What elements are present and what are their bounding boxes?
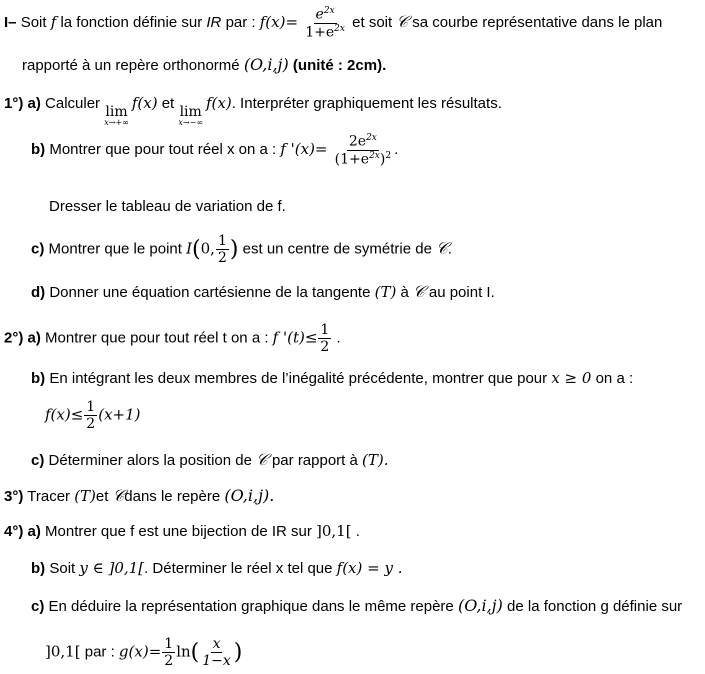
q4-c <box>31 596 682 615</box>
unit: (unité : 2cm). <box>292 57 387 74</box>
q3-text-1: Tracer <box>27 488 71 505</box>
q4-c-inner-den: 1−x <box>202 653 231 670</box>
q4-a-dot: . <box>355 523 360 540</box>
lim-1-label: lim <box>105 104 128 120</box>
q2-a-ineq: f '(t)≤ <box>272 328 318 347</box>
q1-a-and: et <box>161 95 175 112</box>
def-num-exp: 2x <box>323 6 335 16</box>
q2-a-fraction <box>318 322 331 355</box>
q4-number: 4°) <box>4 523 24 540</box>
lim-2-f: f(x) <box>206 94 232 112</box>
q2-c-text-2: par rapport à <box>271 452 358 469</box>
q1-d-text-3: au point I. <box>428 284 495 301</box>
deriv-denominator: (1+e <box>334 151 370 168</box>
q2-b-fraction <box>84 399 97 432</box>
q1-d-curve: 𝒞 <box>413 282 425 301</box>
q1-c: c) Montrer que le point I(0, $\frac{1}{2}$ ) est un centre de symétrie de 𝒞. <box>31 233 452 267</box>
q3-number: 3°) <box>4 488 24 505</box>
q2-b-text-1: En intégrant les deux membres de l’inégalité précédente, montrer que pour <box>49 370 548 387</box>
intro-text-5: sa courbe représentative dans le plan <box>412 14 663 32</box>
q1-b <box>31 133 398 168</box>
q1-number: 1°) <box>4 95 24 112</box>
q2-c <box>31 450 389 470</box>
deriv-num-exp: 2x <box>366 133 377 143</box>
q4-c-definition: ]0,1[ par : g(x)= $\frac{1}{2}$ ln( $\frac{x}{1-x}$ ) <box>45 636 243 670</box>
q4-c-text-1: En déduire la représentation graphique dans le même repère <box>48 598 454 615</box>
q2-c-label: c) <box>31 452 45 469</box>
point-coord-x: 0, <box>200 239 215 258</box>
deriv-numerator: 2e <box>348 133 367 150</box>
q4-c-inner-fraction <box>200 636 233 669</box>
intro-line-2 <box>22 55 386 74</box>
q4-c-text-2: de la fonction g définie sur <box>507 598 683 615</box>
def-den-exp: 2x <box>334 23 345 34</box>
q1-b-text: Montrer que pour tout réel x on a : <box>49 141 277 159</box>
q2-a-den: 2 <box>320 339 330 356</box>
lim-2-label: lim <box>179 104 202 120</box>
deriv-den-exp: 2x <box>369 150 380 161</box>
q1-b-label: b) <box>31 141 46 159</box>
q2-b-inequality <box>45 399 141 432</box>
half-fraction <box>216 233 229 266</box>
half-den: 2 <box>217 250 227 267</box>
intro-text-4: et soit <box>352 14 393 32</box>
curve-symbol: 𝒞 <box>396 12 409 32</box>
f-of-x: f(x)= <box>259 13 299 32</box>
deriv-den-close: ) <box>379 151 386 168</box>
q3-text-3: dans le repère <box>124 488 221 505</box>
q1-d <box>31 282 495 302</box>
q4-c-num: 1 <box>164 636 174 652</box>
q4-c-half <box>162 636 175 669</box>
derivative-fraction <box>333 133 393 168</box>
limit-minus-infinity <box>178 105 203 128</box>
frame: (O,i,j) <box>243 55 289 74</box>
q1-c-text-1: Montrer que le point <box>48 240 182 258</box>
q1-d-text-2: à <box>400 284 409 301</box>
half-num: 1 <box>217 233 227 249</box>
q4-c-g: g(x)= <box>118 642 162 661</box>
q3-curve: 𝒞 <box>112 486 125 505</box>
q1-c-label: c) <box>31 240 45 258</box>
deriv-den-pow: 2 <box>385 150 392 161</box>
q2-a-num: 1 <box>320 322 330 338</box>
set-ir: IR <box>206 14 222 32</box>
q2-b-text-2: on a : <box>595 370 634 387</box>
q2-c-text-1: Déterminer alors la position de <box>48 452 252 469</box>
q1-c-text-2: est un centre de symétrie de <box>242 240 432 258</box>
point-i: I <box>186 239 193 258</box>
q1-b-dot: . <box>394 141 399 159</box>
q2-b <box>31 369 633 387</box>
q2-c-curve: 𝒞 <box>256 450 268 469</box>
lim-1-f: f(x) <box>131 94 158 112</box>
q3 <box>4 486 274 506</box>
q4-b-y: y ∈ ]0,1[ <box>79 559 145 577</box>
q4-a <box>4 522 360 540</box>
intro-text-6: rapporté à un repère orthonormé <box>22 57 240 74</box>
intro-text-3: par : <box>225 14 256 32</box>
q2-a <box>4 322 341 355</box>
q2-c-tangent: (T). <box>362 451 389 469</box>
q1-b-table: Dresser le tableau de variation de f. <box>49 198 286 215</box>
q4-c-label: c) <box>31 598 45 615</box>
q4-a-interval: ]0,1[ <box>316 522 352 540</box>
q4-c-inner-num: x <box>212 636 221 652</box>
q4-b-label: b) <box>31 560 46 577</box>
q4-b <box>31 559 403 577</box>
f-symbol: f <box>50 13 57 32</box>
q2-b-label: b) <box>31 370 46 387</box>
q4-a-label: a) <box>27 523 41 540</box>
q3-tangent: (T) <box>74 487 96 505</box>
q4-c-frame: (O,i,j) <box>457 596 503 615</box>
q2-b-den: 2 <box>86 416 96 433</box>
q2-a-label: a) <box>27 329 41 347</box>
q1-a-text-1: Calculer <box>45 95 101 112</box>
q4-b-text-1: Soit <box>49 560 76 577</box>
def-numerator: e <box>315 6 324 23</box>
intro-text-2: la fonction définie sur <box>60 14 203 32</box>
lim-1-sub: x→+∞ <box>104 118 129 127</box>
limit-plus-infinity <box>104 105 129 128</box>
q2-b-ineq-2: (x+1) <box>98 405 141 424</box>
q4-c-ln: ln <box>176 642 191 661</box>
q2-a-dot: . <box>336 329 341 347</box>
q1-c-curve: 𝒞 <box>436 238 448 258</box>
q4-c-interval: ]0,1[ <box>45 642 81 661</box>
q3-text-2: et <box>95 488 109 505</box>
q1-a-label: a) <box>27 95 41 112</box>
part-label: I– <box>4 14 17 32</box>
q1-b-fprime: f '(x)= <box>280 140 328 159</box>
q4-c-par: par : <box>84 643 115 661</box>
q1-d-text-1: Donner une équation cartésienne de la tangente <box>49 284 371 301</box>
q1-d-tangent: (T) <box>374 283 397 301</box>
intro-text-1: Soit <box>20 14 47 32</box>
q1-a <box>4 94 502 128</box>
q1-d-label: d) <box>31 284 46 301</box>
intro-line-1 <box>4 6 662 41</box>
q2-b-ineq-1: f(x)≤ <box>45 405 84 424</box>
q2-b-condition: x ≥ 0 <box>551 369 592 387</box>
q3-frame: (O,i,j). <box>224 486 275 505</box>
q4-b-eq: f(x) = y . <box>336 559 403 577</box>
definition-fraction <box>303 6 347 41</box>
q1-c-dot: . <box>447 240 452 258</box>
q4-b-text-2: . Déterminer le réel x tel que <box>144 560 333 577</box>
q2-number: 2°) <box>4 329 24 347</box>
lim-2-sub: x→−∞ <box>178 118 203 127</box>
q2-b-num: 1 <box>86 399 96 415</box>
q2-a-text: Montrer que pour tout réel t on a : <box>45 329 269 347</box>
q4-c-den: 2 <box>164 653 174 670</box>
def-denominator: 1+e <box>305 24 335 41</box>
q4-a-text-1: Montrer que f est une bijection de IR sur <box>45 523 312 540</box>
q1-a-text-2: . Interpréter graphiquement les résultats. <box>231 95 502 112</box>
